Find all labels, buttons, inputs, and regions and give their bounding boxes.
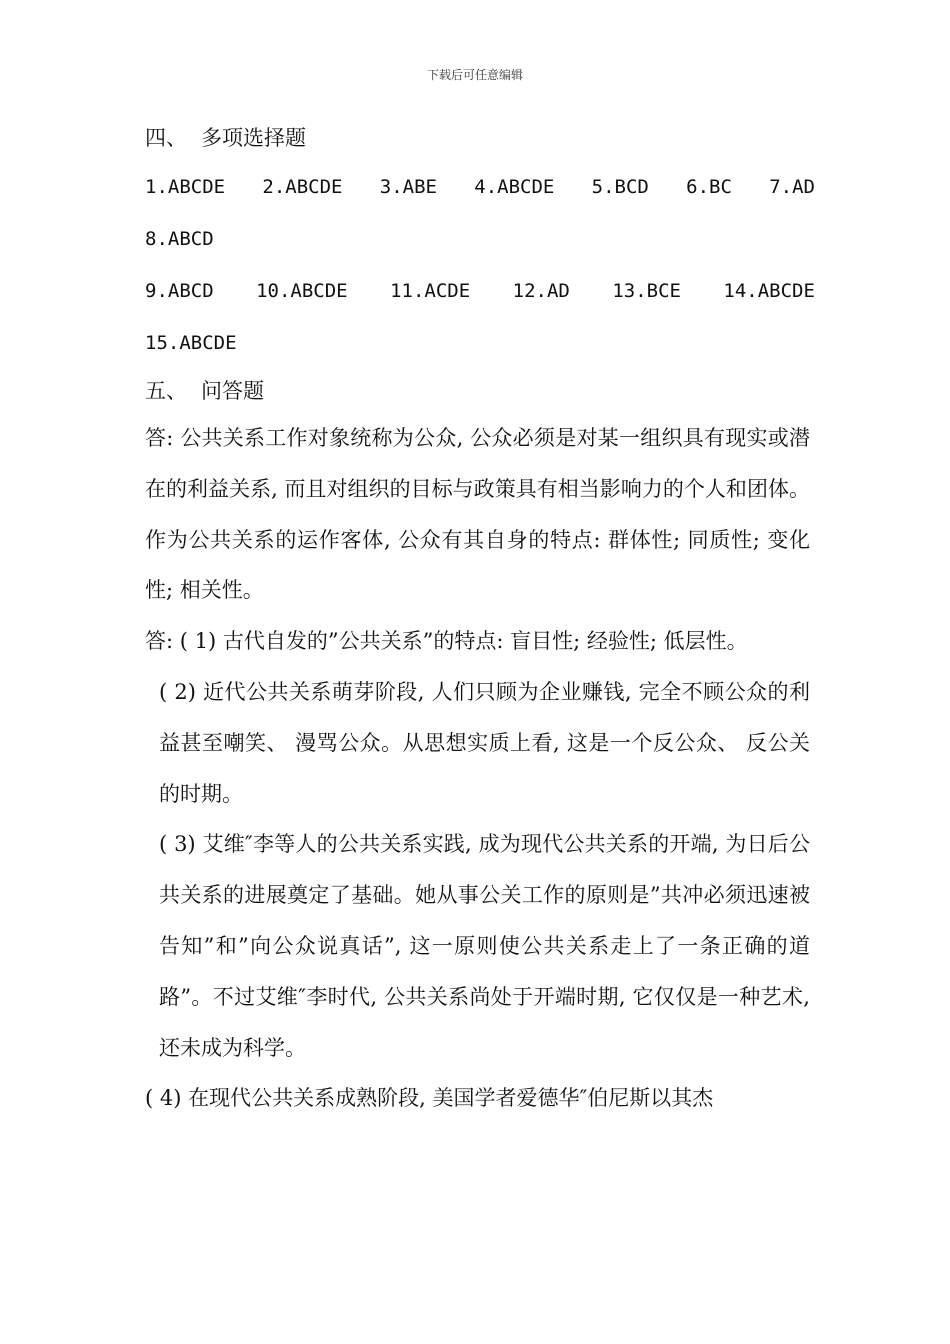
answer-item: 7.AD bbox=[769, 176, 815, 198]
answer-item: 14.ABCDE bbox=[723, 280, 815, 302]
answer-row-2 bbox=[145, 224, 815, 276]
multiple-choice-answers bbox=[145, 172, 815, 380]
answer-item: 10.ABCDE bbox=[256, 280, 348, 302]
answer-item: 12.AD bbox=[512, 280, 570, 302]
answer-item: 6.BC bbox=[686, 176, 732, 198]
section-4-heading bbox=[145, 123, 306, 153]
section-4-title: 多项选择题 bbox=[201, 126, 306, 150]
answer-item: 13.BCE bbox=[612, 280, 681, 302]
answer-item: 9.ABCD bbox=[145, 280, 214, 302]
section-5-number: 五、 bbox=[145, 379, 187, 403]
answer-item: 2.ABCDE bbox=[262, 176, 343, 198]
page-header-note: 下载后可任意编辑 bbox=[426, 68, 523, 82]
answer-paragraph: ( 3) 艾维″李等人的公共关系实践, 成为现代公共关系的开端, 为日后公共关系的进展奠定了基础。她从事公关工作的原则是”共冲必须迅速被告知”和”向公众说真话”, 这一原则使公共关系走上了一条正确的道路”。不过艾维″李时代, 公共关系尚处于开端时期, 它仅仅是一种艺术, 还未成为科学。 bbox=[159, 832, 810, 1060]
answer-item: 1.ABCDE bbox=[145, 176, 226, 198]
answer-row-3 bbox=[145, 276, 815, 328]
answer-item: 8.ABCD bbox=[145, 228, 214, 250]
section-5-heading bbox=[145, 376, 264, 406]
answer-item: 4.ABCDE bbox=[474, 176, 555, 198]
answer-item: 11.ACDE bbox=[390, 280, 471, 302]
answer-row-1 bbox=[145, 172, 815, 224]
answer-item: 5.BCD bbox=[591, 176, 649, 198]
answer-paragraph: ( 4) 在现代公共关系成熟阶段, 美国学者爱德华″伯尼斯以其杰 bbox=[145, 1086, 714, 1111]
answer-paragraph: 答: ( 1) 古代自发的”公共关系”的特点: 盲目性; 经验性; 低层性。 bbox=[145, 629, 748, 654]
answer-row-4 bbox=[145, 328, 815, 380]
answer-paragraph: ( 2) 近代公共关系萌芽阶段, 人们只顾为企业赚钱, 完全不顾公众的利益甚至嘲笑、 漫骂公众。从思想实质上看, 这是一个反公众、 反公关的时期。 bbox=[159, 679, 810, 806]
answer-paragraph: 答: 公共关系工作对象统称为公众, 公众必须是对某一组织具有现实或潜在的利益关系, 而且对组织的目标与政策具有相当影响力的个人和团体。作为公共关系的运作客体, 公众有其自身的特点: 群体性; 同质性; 变化性; 相关性。 bbox=[145, 426, 810, 603]
answer-item: 3.ABE bbox=[379, 176, 437, 198]
section-4-number: 四、 bbox=[145, 126, 187, 150]
section-5-title: 问答题 bbox=[201, 379, 264, 403]
qa-answers bbox=[145, 413, 810, 1124]
answer-item: 15.ABCDE bbox=[145, 332, 237, 354]
